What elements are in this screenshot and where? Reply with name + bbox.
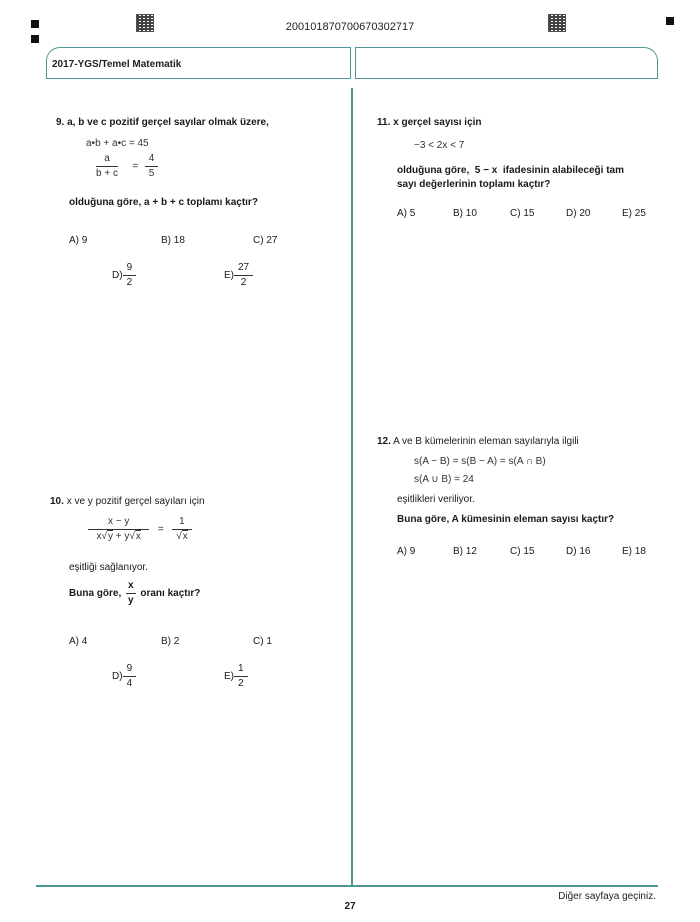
option-d[interactable]: D) $\frac{9}{4}$ (112, 663, 136, 690)
question-number: 11. (377, 117, 391, 128)
option-b[interactable]: B) 10 (453, 208, 477, 219)
question-11 (377, 117, 667, 227)
question-text-line-2: sayı değerlerinin toplamı kaçtır? (397, 179, 551, 190)
question-text: olduğuna göre, a + b + c toplamı kaçtır? (69, 197, 258, 208)
question-number: 9. (56, 117, 65, 128)
option-c[interactable]: C) 27 (253, 235, 278, 246)
question-stem: A ve B kümelerinin eleman sayılarıyla ilgili (393, 436, 579, 447)
page-number: 27 (344, 901, 356, 912)
condition-note: eşitliği sağlanıyor. (69, 562, 148, 573)
question-12 (377, 436, 667, 566)
option-b[interactable]: B) 2 (161, 636, 180, 647)
registration-mark-left (31, 35, 39, 43)
question-stem: a, b ve c pozitif gerçel sayılar olmak üzere, (67, 117, 269, 128)
header-box-right (355, 47, 658, 79)
question-text: Buna göre, A kümesinin eleman sayısı kaçtır? (397, 514, 615, 525)
footer-rule (36, 885, 658, 887)
question-text: Buna göre, $\frac{x}{y}$ oranı kaçtır? (69, 580, 201, 606)
next-page-note: Diğer sayfaya geçiniz. (558, 891, 656, 902)
equation-2: $\frac{a}{b + c}$ = $\frac{4}{5}$ (88, 153, 158, 180)
exam-title: 2017-YGS/Temel Matematik (52, 59, 182, 70)
option-c[interactable]: C) 15 (510, 546, 535, 557)
option-e[interactable]: E) 18 (622, 546, 646, 557)
option-d[interactable]: D) 20 (566, 208, 591, 219)
column-divider (351, 88, 353, 885)
question-number: 12. (377, 436, 391, 447)
option-b[interactable]: B) 18 (161, 235, 185, 246)
equation-2: s(A ∪ B) = 24 (414, 474, 474, 485)
option-a[interactable]: A) 9 (69, 235, 88, 246)
question-number: 10. (50, 496, 64, 507)
question-10 (50, 496, 345, 706)
option-a[interactable]: A) 9 (397, 546, 416, 557)
fraction: $\frac{a}{b + c}$ (96, 153, 118, 179)
question-stem: x ve y pozitif gerçel sayıları için (66, 496, 205, 507)
option-b[interactable]: B) 12 (453, 546, 477, 557)
option-c[interactable]: C) 1 (253, 636, 272, 647)
option-a[interactable]: A) 4 (69, 636, 88, 647)
option-d[interactable]: D) $\frac{9}{2}$ (112, 262, 136, 289)
option-d[interactable]: D) 16 (566, 546, 591, 557)
fraction: $\frac{4}{5}$ (145, 153, 159, 180)
fraction-rhs: $\frac{1}{√x}$ (172, 516, 192, 543)
condition-note: eşitlikleri veriliyor. (397, 494, 475, 505)
equation: $\frac{x - y}{x√y + y√x}$ = $\frac{1}{√x}$ (88, 516, 192, 543)
option-e[interactable]: E) $\frac{1}{2}$ (224, 663, 248, 690)
option-c[interactable]: C) 15 (510, 208, 535, 219)
question-9 (56, 117, 346, 297)
equation-1: s(A − B) = s(B − A) = s(A ∩ B) (414, 456, 546, 467)
equation-1: a•b + a•c = 45 (86, 138, 149, 149)
option-e[interactable]: E) $\frac{27}{2}$ (224, 262, 253, 289)
question-text-line-1: olduğuna göre, 5 − x ifadesinin alabileceği tam (397, 165, 625, 176)
option-e[interactable]: E) 25 (622, 208, 646, 219)
question-stem: x gerçel sayısı için (393, 117, 482, 128)
inequality: −3 < 2x < 7 (414, 140, 465, 151)
option-a[interactable]: A) 5 (397, 208, 416, 219)
serial-number: 200101870700670302717 (285, 21, 415, 33)
fraction-lhs: $\frac{x - y}{x√y + y√x}$ (88, 516, 149, 543)
